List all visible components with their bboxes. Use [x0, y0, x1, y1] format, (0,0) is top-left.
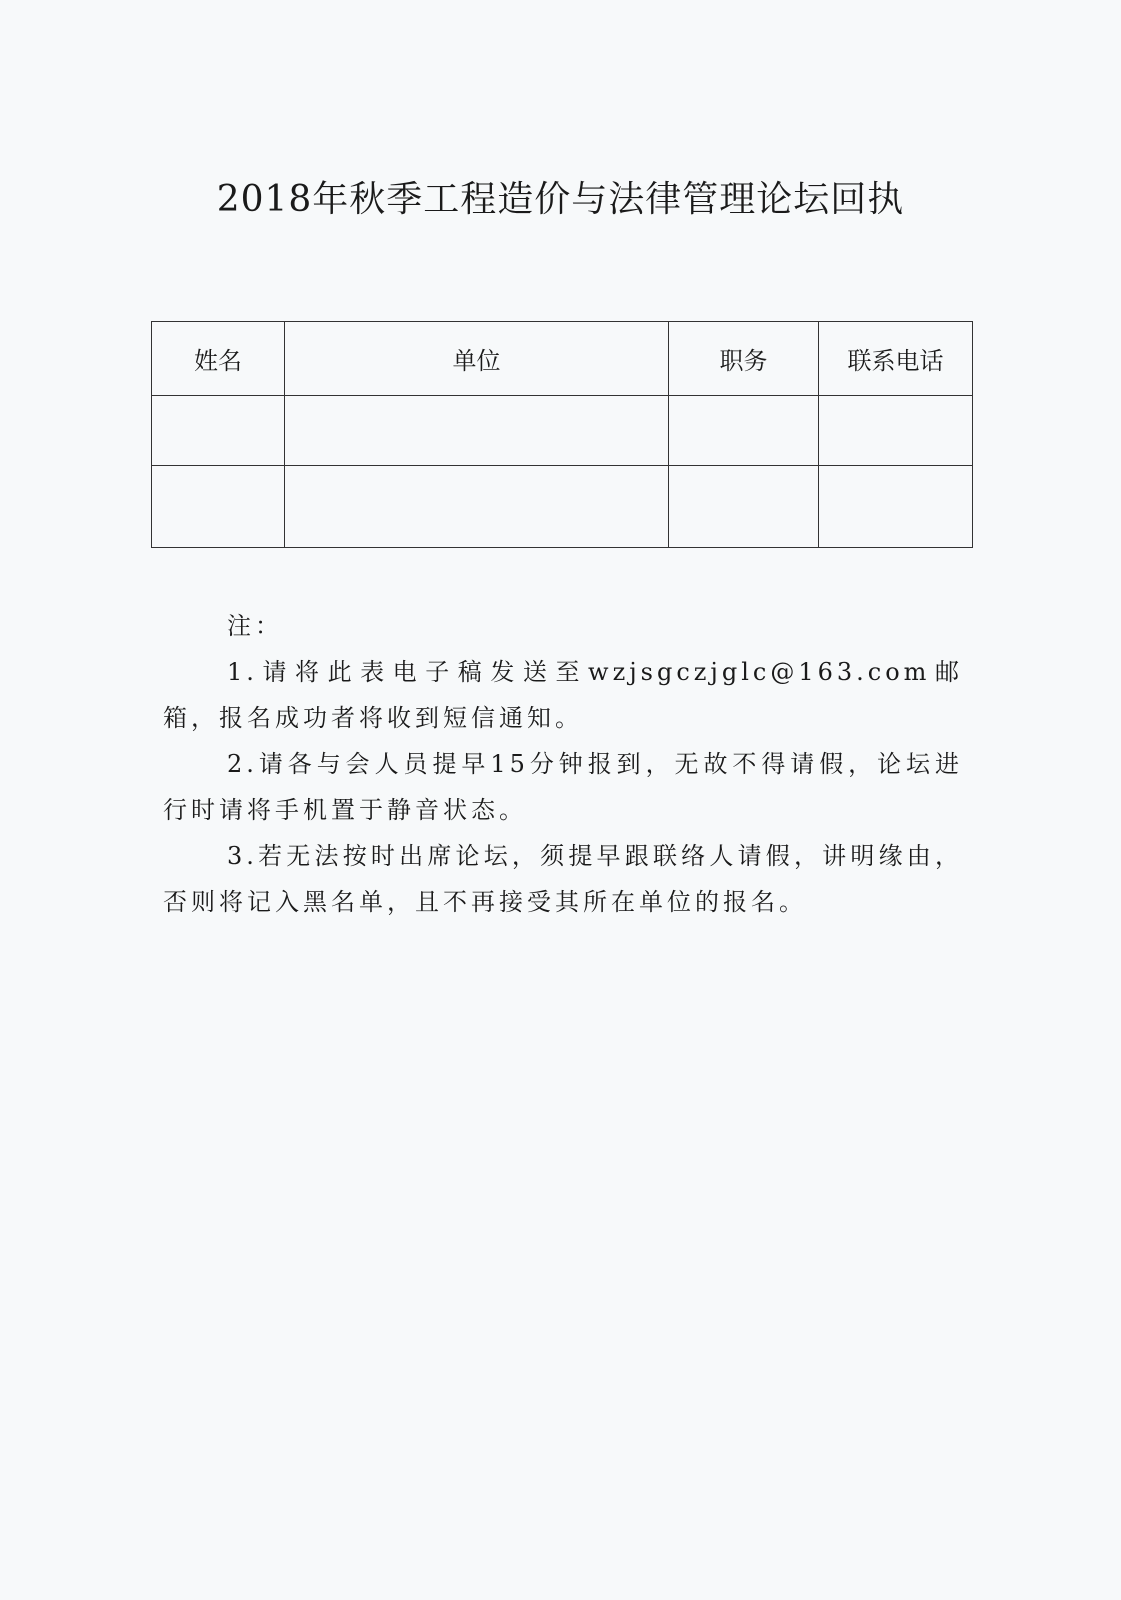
table-cell-phone[interactable]	[819, 396, 973, 466]
page-title: 2018年秋季工程造价与法律管理论坛回执	[216, 179, 905, 220]
table-cell-unit[interactable]	[285, 396, 669, 466]
table-row	[152, 466, 973, 548]
table-cell-name[interactable]	[152, 466, 285, 548]
header-unit: 单位	[285, 322, 669, 396]
table-cell-position[interactable]	[669, 396, 819, 466]
table-cell-unit[interactable]	[285, 466, 669, 548]
notes-label: 注：	[227, 612, 283, 640]
table-cell-phone[interactable]	[819, 466, 973, 548]
header-name: 姓名	[152, 322, 285, 396]
table-row	[152, 396, 973, 466]
note-item-2: 2.请各与会人员提早15分钟报到，无故不得请假，论坛进行时请将手机置于静音状态。	[163, 750, 963, 824]
note-item-1: 1.请将此表电子稿发送至wzjsgczjglc@163.com邮箱，报名成功者将收到短信通知。	[163, 658, 963, 732]
header-phone: 联系电话	[819, 322, 973, 396]
table-cell-name[interactable]	[152, 396, 285, 466]
table-cell-position[interactable]	[669, 466, 819, 548]
receipt-table	[151, 321, 973, 548]
table-header-row	[152, 322, 973, 396]
header-position: 职务	[669, 322, 819, 396]
notes-section	[163, 603, 963, 925]
note-item-3: 3.若无法按时出席论坛，须提早跟联络人请假，讲明缘由，否则将记入黑名单，且不再接受其所在单位的报名。	[163, 842, 963, 916]
